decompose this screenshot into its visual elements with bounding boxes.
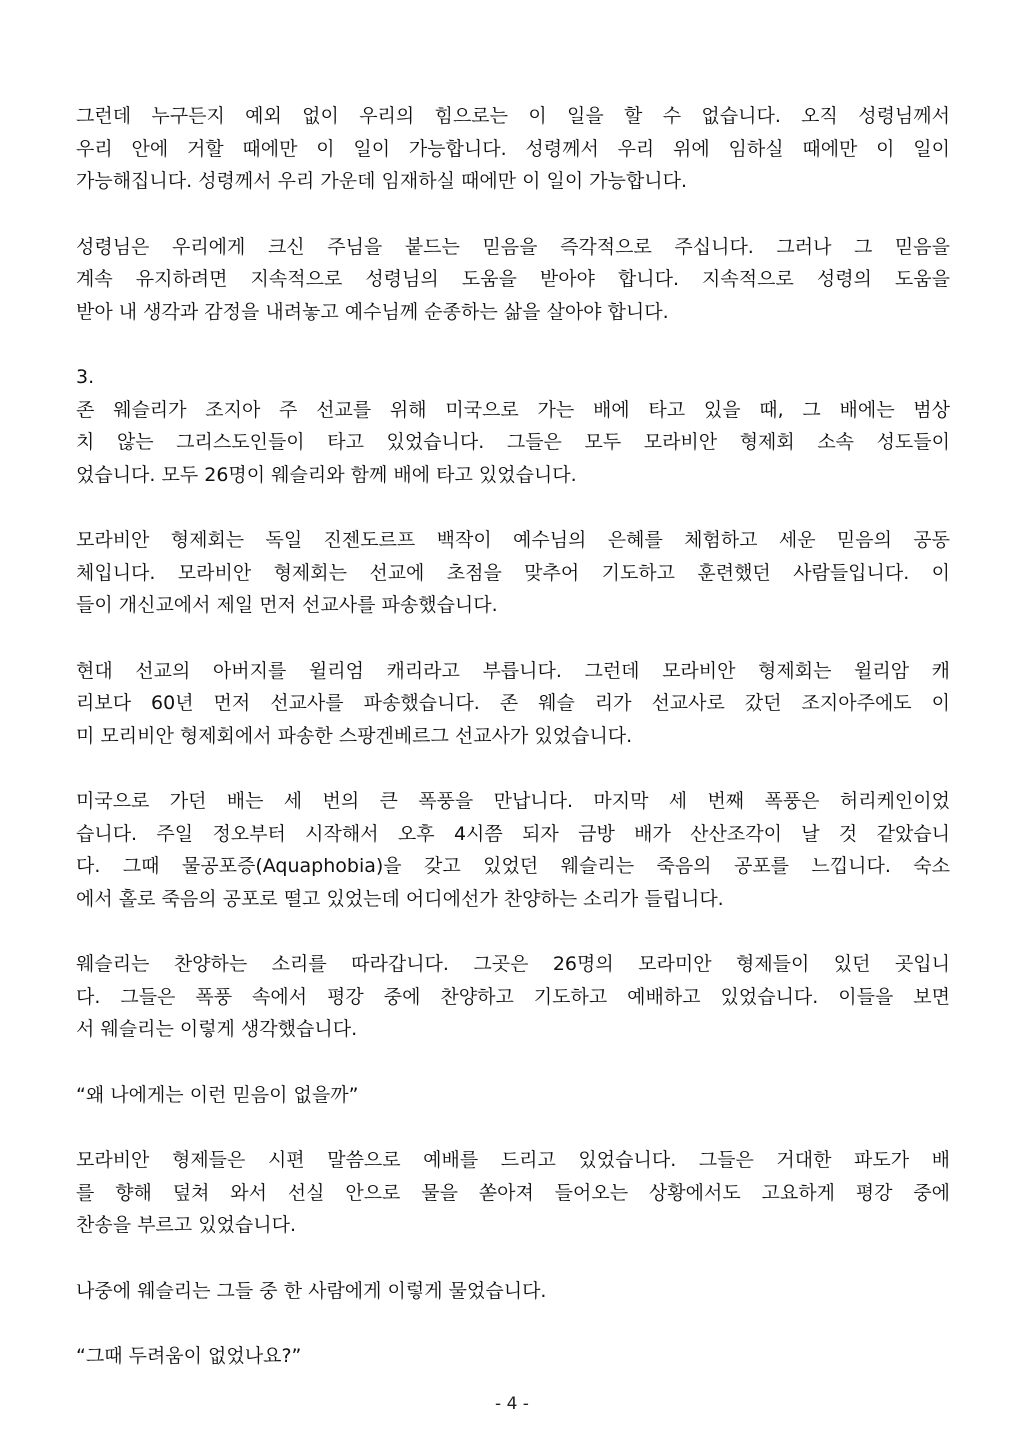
paragraph [76, 655, 950, 753]
text-line: 우리 안에 거할 때에만 이 일이 가능합니다. 성령께서 우리 위에 임하실 때에만 이 일이 [76, 137, 950, 160]
paragraph [76, 100, 950, 198]
page-number: - 4 - [495, 1394, 529, 1414]
quote-paragraph [76, 1079, 950, 1112]
text-line: 모라비안 형제회는 독일 진젠도르프 백작이 예수님의 은혜를 체험하고 세운 믿음의 공동 [76, 529, 950, 551]
quote-line: “그때 두려움이 없었나요?” [76, 1345, 302, 1367]
text-line: 치 않는 그리스도인들이 타고 있었습니다. 그들은 모두 모라비안 형제회 소속 성도들이 [76, 431, 950, 453]
text-line: 웨슬리는 찬양하는 소리를 따라갑니다. 그곳은 26명의 모라미안 형제들이 있던 곳입니 [76, 953, 950, 975]
paragraph [76, 785, 950, 915]
text-line: 다. 그들은 폭풍 속에서 평강 중에 찬양하고 기도하고 예배하고 있었습니다. 이들을 보면 [76, 985, 950, 1008]
paragraph [76, 948, 950, 1046]
text-line: 미국으로 가던 배는 세 번의 큰 폭풍을 만납니다. 마지막 세 번째 폭풍은 허리케인이었 [76, 790, 950, 812]
text-line: 를 향해 덮쳐 와서 선실 안으로 물을 쏟아져 들어오는 상황에서도 고요하게 평강 중에 [76, 1181, 950, 1204]
text-line: 들이 개신교에서 제일 먼저 선교사를 파송했습니다. [76, 594, 498, 616]
text-line: 성령님은 우리에게 크신 주님을 붙드는 믿음을 즉각적으로 주십니다. 그러나 그 믿음을 [76, 235, 950, 258]
paragraph [76, 1275, 950, 1308]
text-line: 리보다 60년 먼저 선교사를 파송했습니다. 존 웨슬 리가 선교사로 갔던 조지아주에도 이 [76, 692, 950, 714]
text-line: 에서 홀로 죽음의 공포로 떨고 있었는데 어디에선가 찬양하는 소리가 들립니다. [76, 887, 724, 910]
paragraph [76, 361, 950, 491]
text-line: 가능해집니다. 성령께서 우리 가운데 임재하실 때에만 이 일이 가능합니다. [76, 170, 688, 192]
paragraph [76, 1144, 950, 1242]
text-line: 존 웨슬리가 조지아 주 선교를 위해 미국으로 가는 배에 타고 있을 때, 그 배에는 범상 [76, 398, 950, 421]
paragraph [76, 524, 950, 622]
quote-paragraph [76, 1340, 950, 1373]
quote-line: “왜 나에게는 이런 믿음이 없을까” [76, 1083, 359, 1106]
text-line: 현대 선교의 아버지를 윌리엄 캐리라고 부릅니다. 그런데 모라비안 형제회는 윌리암 캐 [76, 659, 950, 682]
section-number: 3. [76, 366, 95, 388]
paragraph [76, 231, 950, 329]
text-line: 찬송을 부르고 있었습니다. [76, 1214, 297, 1236]
text-line: 습니다. 주일 정오부터 시작해서 오후 4시쯤 되자 금방 배가 산산조각이 날 것 같았습니 [76, 822, 950, 845]
text-line: 그런데 누구든지 예외 없이 우리의 힘으로는 이 일을 할 수 없습니다. 오직 성령님께서 [76, 105, 950, 127]
text-line: 미 모리비안 형제회에서 파송한 스팡겐베르그 선교사가 있었습니다. [76, 724, 633, 747]
text-line: 계속 유지하려면 지속적으로 성령님의 도움을 받아야 합니다. 지속적으로 성령의 도움을 [76, 268, 950, 290]
body-text [76, 100, 950, 1406]
text-line: 모라비안 형제들은 시편 말씀으로 예배를 드리고 있었습니다. 그들은 거대한 파도가 배 [76, 1149, 950, 1171]
text-line: 받아 내 생각과 감정을 내려놓고 예수님께 순종하는 삶을 살아야 합니다. [76, 300, 669, 323]
text-line: 서 웨슬리는 이렇게 생각했습니다. [76, 1018, 358, 1040]
text-line: 나중에 웨슬리는 그들 중 한 사람에게 이렇게 물었습니다. [76, 1279, 547, 1302]
text-line: 체입니다. 모라비안 형제회는 선교에 초점을 맞추어 기도하고 훈련했던 사람들입니다. 이 [76, 561, 950, 584]
text-line: 었습니다. 모두 26명이 웨슬리와 함께 배에 타고 있었습니다. [76, 463, 577, 486]
text-line: 다. 그때 물공포증(Aquaphobia)을 갖고 있었던 웨슬리는 죽음의 공포를 느낍니다. 숙소 [76, 855, 950, 877]
